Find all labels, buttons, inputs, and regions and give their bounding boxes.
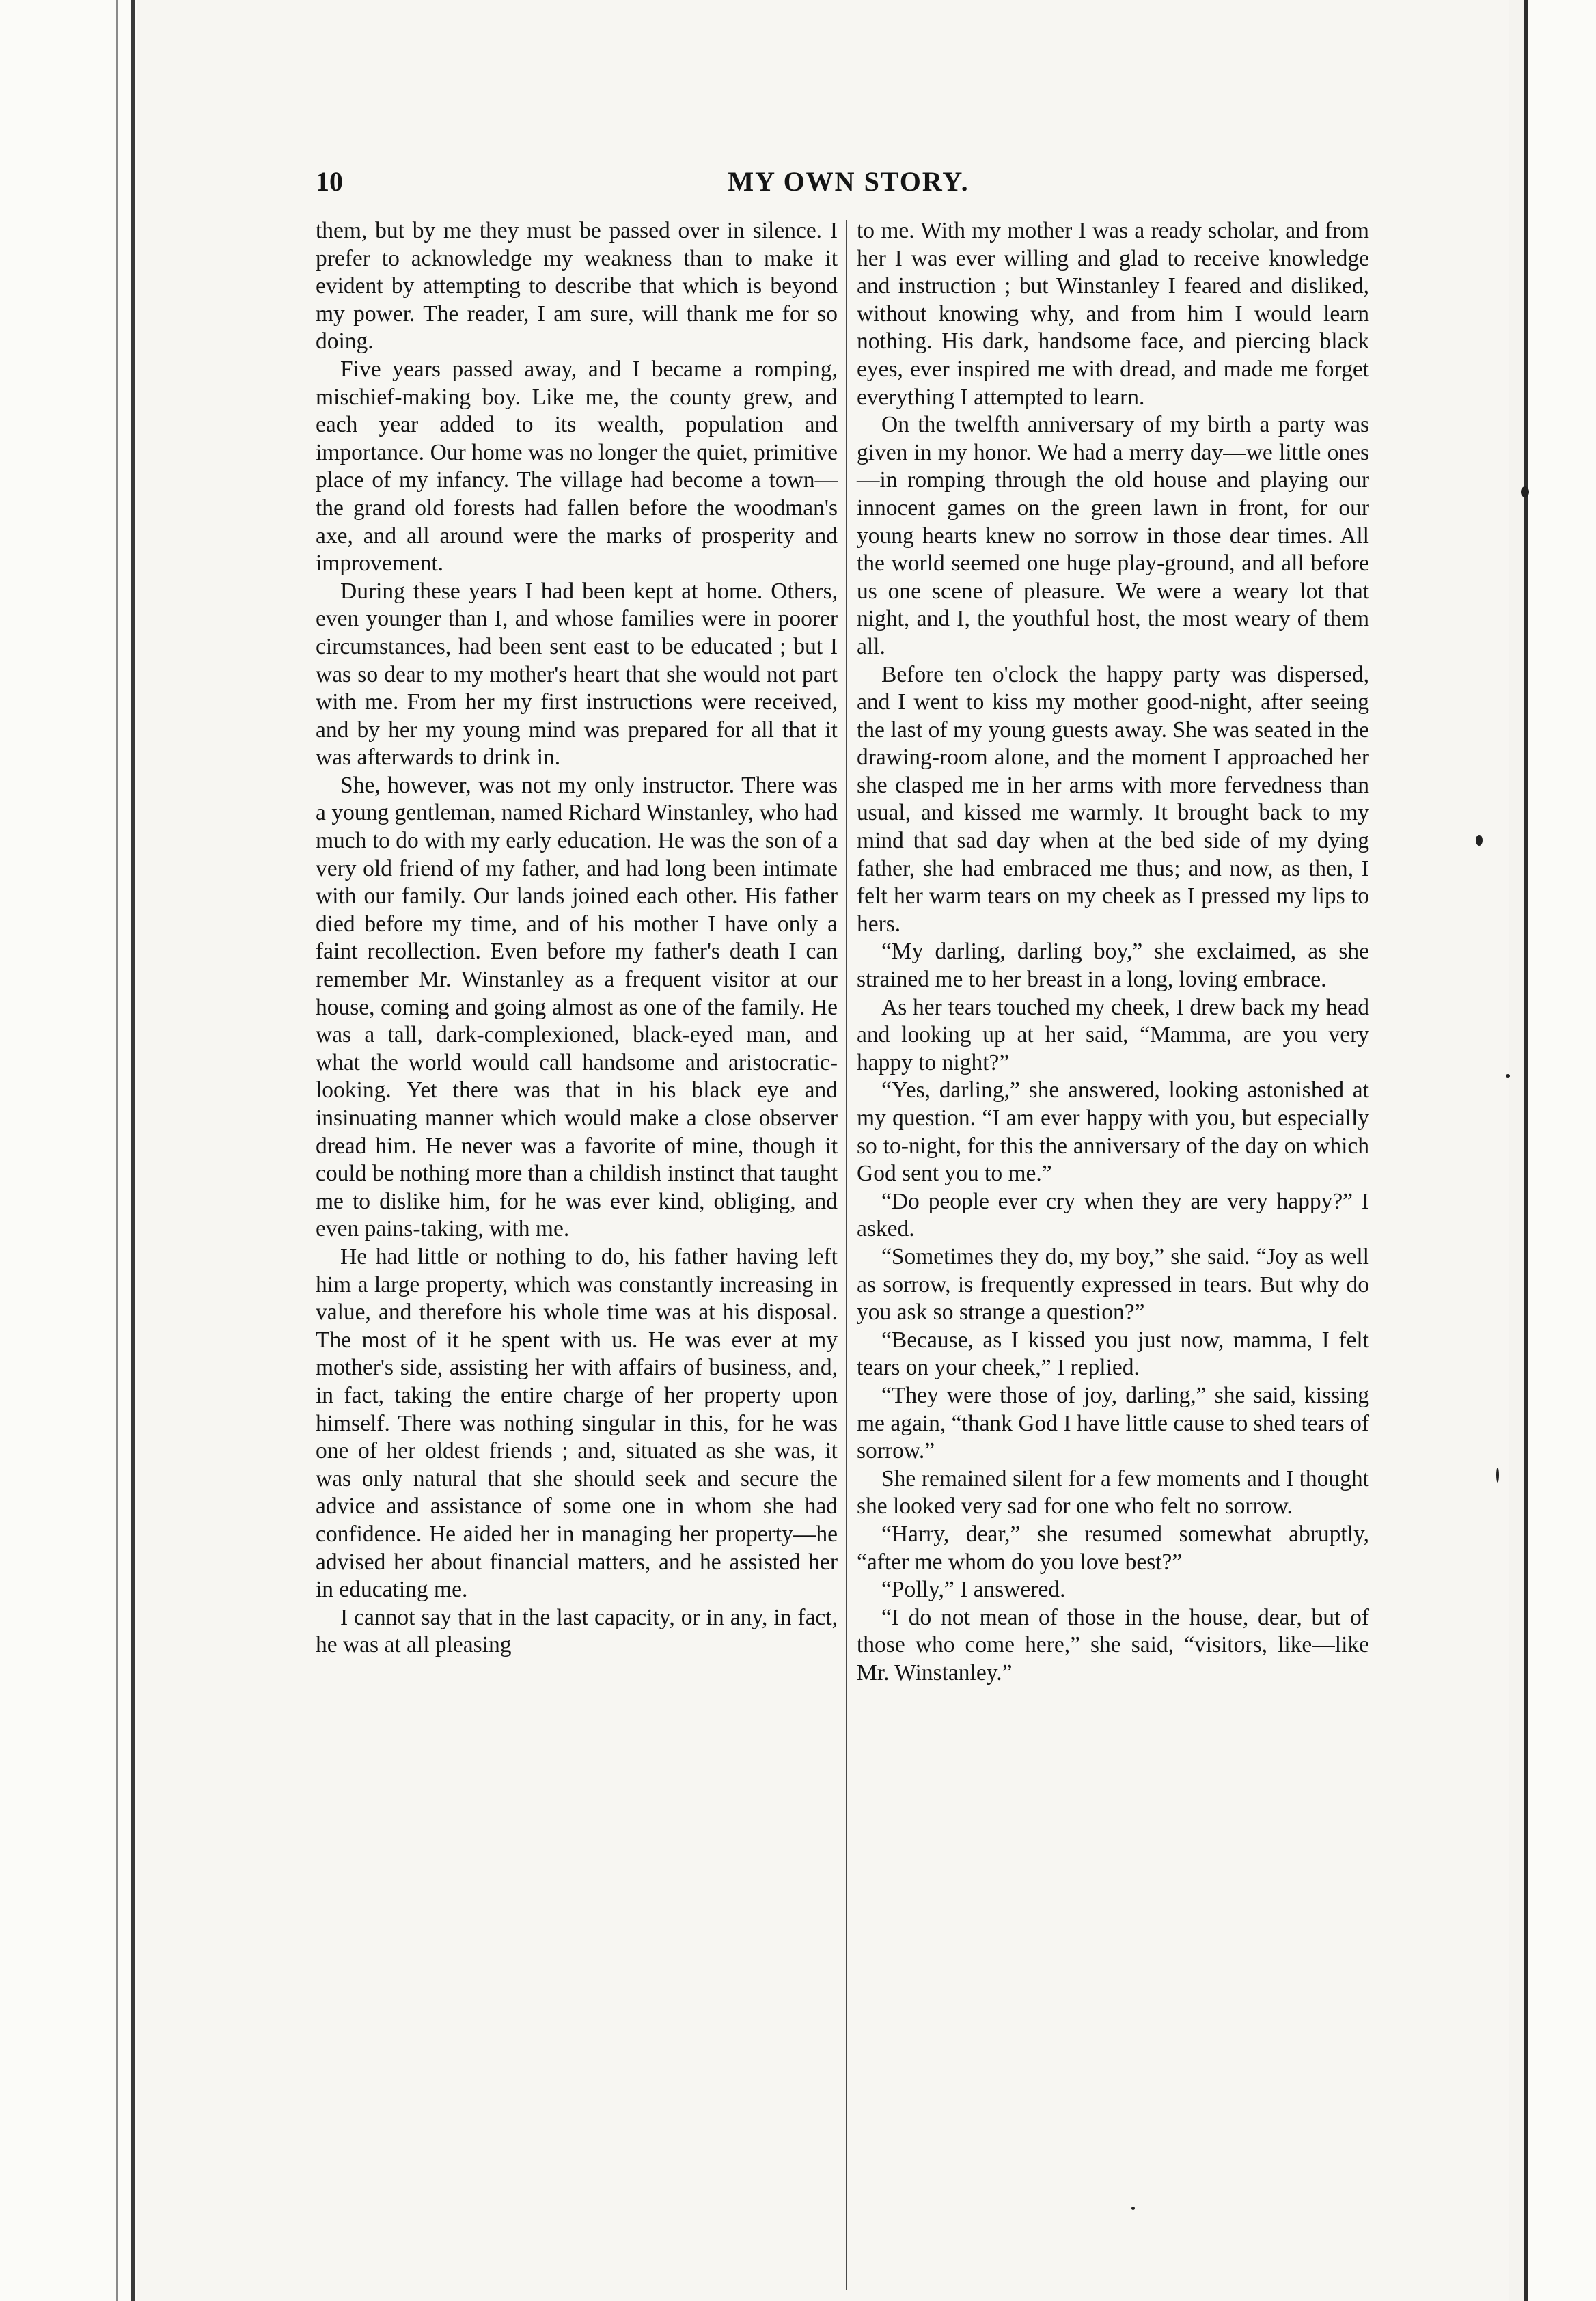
paragraph: She remained silent for a few moments and I thought she looked very sad for one who felt no sorrow.: [857, 1465, 1369, 1519]
paragraph: “I do not mean of those in the house, dear, but of those who come here,” she said, “visitors, like—like Mr. Winstanley.”: [857, 1604, 1369, 1685]
paragraph: I cannot say that in the last capacity, or in any, in fact, he was at all pleasing: [316, 1604, 838, 1658]
scan-speck: [1476, 835, 1483, 846]
column-divider: [846, 220, 847, 2290]
running-head: [316, 161, 1354, 202]
paragraph: During these years I had been kept at home. Others, even younger than I, and whose families were in poorer circumstances, had been sent east to be educated ; but I was so dear to my mother's heart that she would not part with me. From her my first instructions were received, and by her my young mind was prepared for all that it was afterwards to drink in.: [316, 578, 838, 771]
paragraph: “They were those of joy, darling,” she said, kissing me again, “thank God I have little cause to shed tears of sorrow.”: [857, 1382, 1369, 1464]
paragraph: “Sometimes they do, my boy,” she said. “Joy as well as sorrow, is frequently expressed in tears. But why do you ask so strange a question?”: [857, 1243, 1369, 1325]
scan-page-edge-right: [1524, 0, 1528, 2301]
paragraph: Before ten o'clock the happy party was dispersed, and I went to kiss my mother good-night, after seeing the last of my young guests away. She was seated in the drawing-room alone, and the moment I approached her she clasped me in her arms with more fervedness than usual, and kissed me warmly. It brought back to my mind that sad day when at the bed side of my dying father, she had embraced me thus; and now, as then, I felt her warm tears on my cheek as I pressed my lips to hers.: [857, 661, 1369, 937]
paragraph: As her tears touched my cheek, I drew back my head and looking up at her said, “Mamma, are you very happy to night?”: [857, 994, 1369, 1075]
scan-speck: [1521, 486, 1529, 497]
paragraph: “My darling, darling boy,” she exclaimed, as she strained me to her breast in a long, loving embrace.: [857, 939, 1369, 993]
running-title: MY OWN STORY.: [728, 166, 969, 197]
paragraph: “Because, as I kissed you just now, mamma, I felt tears on your cheek,” I replied.: [857, 1327, 1369, 1381]
scan-page-edge-left: [131, 0, 135, 2301]
paragraph: Five years passed away, and I became a romping, mischief-making boy. Like me, the county grew, and each year added to its wealth, population and importance. Our home was no longer the quiet, primitive place of my infancy. The village had become a town—the grand old forests had fallen before the woodman's axe, and all around were the marks of prosperity and improvement.: [316, 356, 838, 577]
paragraph: “Do people ever cry when they are very happy?” I asked.: [857, 1188, 1369, 1242]
paragraph: “Harry, dear,” she resumed somewhat abruptly, “after me whom do you love best?”: [857, 1521, 1369, 1575]
paragraph: “Polly,” I answered.: [881, 1577, 1066, 1603]
scan-speck: [1131, 2207, 1135, 2210]
scan-speck: [1506, 1074, 1510, 1078]
paragraph: them, but by me they must be passed over in silence. I prefer to acknowledge my weakness than to make it evident by attempting to describe that which is beyond my power. The reader, I am sure, will thank me for so doing.: [316, 218, 838, 355]
paragraph: He had little or nothing to do, his father having left him a large property, which was constantly increasing in value, and therefore his whole time was at his disposal. The most of it he spent with us. He was ever at my mother's side, assisting her with affairs of business, and, in fact, taking the entire charge of her property upon himself. There was nothing singular in this, for he was one of her oldest friends ; and, situated as she was, it was only natural that she should seek and secure the advice and assistance of some one in whom she had confidence. He aided her in managing her property—he advised her about financial matters, and he assisted her in educating me.: [316, 1243, 838, 1603]
scan-right-margin: [1528, 0, 1596, 2301]
paragraph: She, however, was not my only instructor. There was a young gentleman, named Richard Winstanley, who had much to do with my early education. He was the son of a very old friend of my father, and had long been intimate with our family. Our lands joined each other. His father died before my time, and of his mother I have only a faint recollection. Even before my father's death I can remember Mr. Winstanley as a frequent visitor at our house, coming and going almost as one of the family. He was a tall, dark-complexioned, black-eyed man, and what the world would call handsome and aristocratic-looking. Yet there was that in his black eye and insinuating manner which would make a close observer dread him. He never was a favorite of mine, though it could be nothing more than a childish instinct that taught me to dislike him, for he was ever kind, obliging, and even pains-taking, with me.: [316, 772, 838, 1242]
paragraph: On the twelfth anniversary of my birth a party was given in my honor. We had a merry day—we little ones—in romping through the old house and playing our innocent games on the green lawn in front, for our young hearts knew no sorrow in those dear times. All the world seemed one huge play-ground, and all before us one scene of pleasure. We were a weary lot that night, and I, the youthful host, the most weary of them all.: [857, 412, 1369, 659]
page-number: 10: [316, 166, 343, 197]
scan-binding-line: [116, 0, 118, 2301]
text-column-right: [857, 217, 1369, 1687]
paragraph: to me. With my mother I was a ready scholar, and from her I was ever willing and glad to receive knowledge and instruction ; but Winstanley I feared and disliked, without knowing why, and from him I would learn nothing. His dark, handsome face, and piercing black eyes, ever inspired me with dread, and made me forget everything I attempted to learn.: [857, 218, 1369, 410]
text-column-left: [316, 217, 838, 1659]
paragraph: “Yes, darling,” she answered, looking astonished at my question. “I am ever happy with you, but especially so to-night, for this the anniversary of the day on which God sent you to me.”: [857, 1077, 1369, 1187]
scan-speck: [1496, 1468, 1499, 1483]
